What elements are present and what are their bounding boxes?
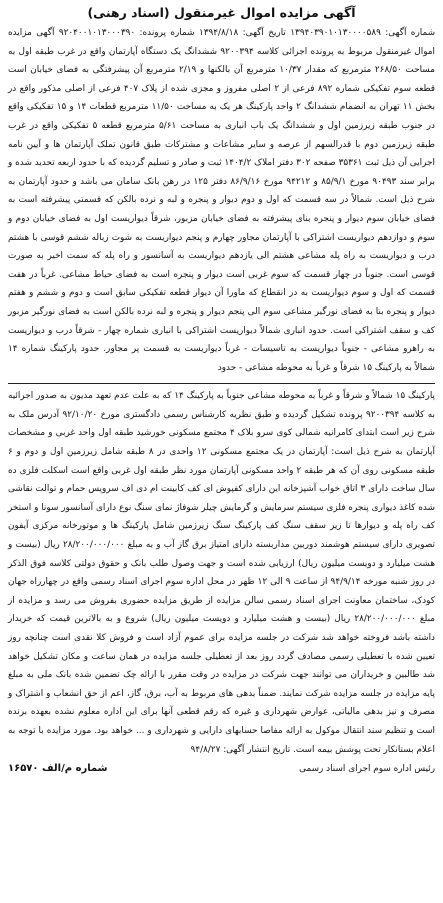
- signature-line: رئیس اداره سوم اجرای اسناد رسمی: [299, 764, 435, 775]
- notice-title: آگهی مزایده اموال غیرمنقول (اسناد رهنی): [87, 5, 356, 20]
- notice-paragraph-2: پارکینگ ۱۵ شمالاً و شرقاً و غرباً به محوطه مشاعی جنوباً به پارکینگ ۱۴ که به علت عدم تعهد مدیون به صدور اجرائیه به کلاسه ۹۲۰۰۳۹۴ پرونده تشکیل گردیده و طبق نظریه کارشناس رسمی دادگستری مورخ ۹۲/۱۰/۲۰ آدرس ملک به شرح زیر است ابتدای کامرانیه شمالی کوی سرو بلاک ۴ مجتمع مسکونی خورشید طبقه اول واحد غربی و مشخصات آپارتمان به شرح ذیل است: آپارتمان در یک مجتمع مسکونی ۱۲ واحدی در ۸ طبقه شامل زیرزمین اول و دوم و ۶ طبقه مسکونی روی آن که هر طبقه ۲ واحد مسکونی آپارتمان مورد نظر طبقه اول غربی واقع است اسکلت فلزی ده سال ساخت دارای ۳ اتاق خواب آشپزخانه این دارای کفپوش ای کف کابینت ام دی اف سرویس حمام و توالت نقاشی شده کاغذ دیواری پنجره فلزی سیستم سرمایش و گرمایش چیلر شوفاژ نمای سنگ نوع دارای آسانسور سونا و استخر کف راه پله و دیوارها تا زیر سقف سنگ کف پارکینگ سنگ زیرزمین شامل پارکینگ ها و موتورخانه مرکزی آیفون تصویری دارای سیستم هوشمند دوربین مداربسته دارای امتیاز برق گاز آب و به مبلغ ۲۸/۲۰۰/۰۰۰/۰۰۰ ریال (بیست و هشت میلیارد و دویست میلیون ریال) ارزیابی شده است و جهت وصول طلب بانک و حقوق دولتی کلاسه فوق الذکر در روز شنبه مورخه ۹۴/۹/۱۴ از ساعت ۹ الی ۱۲ ظهر در محل اداره سوم اجرای اسناد رسمی واقع در چهارراه جهان کودک، ساختمان معاونت اجرای اسناد رسمی سالن مزایده از طریق مزایده حضوری بفروش می رسد و مزایده از مبلغ ۲۸/۲۰۰/۰۰۰/۰۰۰ ریال (بیست و هشت میلیارد و دویست میلیون ریال) شروع و به بالاترین قیمت که خریدار داشته باشد فروخته خواهد شد شرکت در جلسه مزایده برای عموم آزاد است و فروش کلا نقدی است چنانچه روز تعیین شده با تعطیلی رسمی مصادف گردد روز بعد از تعطیلی جلسه مزایده در همان ساعت و مکان تشکیل خواهد شد طالبین و خریداران می توانند جهت شرکت در مزایده در وقت مقرر با ارائه چک تضمین شده بانک ملی به مبلغ پایه مزایده در جلسه مزایده شرکت نمایند. ضمناً بدهی های مربوط به آب، برق، گاز، اعم از حق انشعاب و اشتراک و مصرف و نیز بدهی مالیاتی، عوارض شهرداری و غیره که رقم قطعی آنها برای این اداره معلوم نشده بعهده برنده است و تنظیم سند انتقال موکول به ارائه مفاصا حسابهای دارایی و شهرداری و ... خواهد بود. مورد مزایده با توجه به اعلام بستانکار تحت پوشش بیمه است. تاریخ انتشار آگهی: ۹۴/۸/۲۷: [8, 391, 436, 755]
- notice-footer: [8, 761, 435, 777]
- section-divider: [8, 383, 435, 384]
- notice-paragraph-1: شماره آگهی: ۱۳۹۴۰۳۹۰۱۰۱۳۰۰۰۰۵۸۹ تاریخ آگهی: ۱۳۹۴/۸/۱۸ شماره پرونده: ۹۲۰۴۰۰۱۰۱۳۰۰۰۳۹۰ آگهی مزایده اموال غیرمنقول مربوط به پرونده اجرائی کلاسه ۹۲۰۰۳۹۴ ششدانگ یک دستگاه آپارتمان واقع در غرب طبقه اول به مساحت ۲۶۸/۵۰ مترمربع که مقدار ۱۰/۳۷ مترمربع آن بالکنها و ۲/۱۹ مترمربع آن پیشرفتگی به فضای خیابان است قطعه سوم تفکیکی شماره ۸۹۲ فرعی از ۲ اصلی مفروز و مجزی شده از پلاک ۴۰۷ فرعی از اصلی مذکور واقع در بخش ۱۱ تهران به انضمام ششدانگ ۲ واحد پارکینگ هر یک به مساحت ۱۱/۵۰ مترمربع قطعات ۱۴ و ۱۵ تفکیکی واقع در جنوب طبقه زیرزمین اول و ششدانگ یک باب انباری به مساحت ۵/۶۱ مترمربع قطعه ۵ تفکیکی واقع در غرب طبقه زیرزمین دوم با قدرالسهم از عرصه و سایر مشاعات و مشترکات طبق قانون تملک آپارتمان ها و آیین نامه اجرایی آن ذیل ثبت ۳۵۳۶۱ صفحه ۳۰۲ دفتر املاک ۱۴۰۴/۲ ثبت و صادر و تسلیم گردیده که با حدود اربعه تحدید شده و برابر سند ۹۰۴۹۳ مورخ ۸۵/۹/۱ و ۹۴۲۱۲ مورخ ۸۶/۹/۱۶ دفتر ۱۲۵ در رهن بانک سامان می باشد و حدود آپارتمان به شرح ذیل است. شمالاً در سه قسمت که اول و دوم دیوار و پنجره و لبه و نرده بالکن که قسمتی پیشرفته است به فضای خیابان سوم دیوار و پنجره بنای پیشرفته به فضای خیابان مزبور، شرقاً دیواریست اول به فضای خیابان دوم و سوم و دوازدهم دیواریست اشتراکی با آپارتمان مجاور چهارم و پنجم دیواریست به شوت زباله ششم قوسی با هشتم درب و دیواریست به راه پله مشاعی هشتم الی یازدهم دیواریست به آسانسور و راه پله که سمت اخیر به صورت قوسی است. جنوباً در چهار قسمت که سوم غربی است دیوار و پنجره است به فضای حیاط مشاعی. غرباً در هفت قسمت که اول و سوم دیواریست به در انقطاع که ماورا آن دیوار قطعه تفکیکی سابق است و دوم و ششم و هفتم دیوار و پنجره بنا به فضای نورگیر مشاعی سوم الی پنجم دیوار و پنجره و لبه نرده بالکن است به فضای نورگیر مزبور کف و سقف اشتراکی است. حدود انباری شمالاً دیواریست اشتراکی با انباری شماره چهار - شرقاً درب و دیواریست به راهرو مشاعی - جنوباً دیواریست به تاسیسات - غرباً دیواریست به قسمت پر مجاور. حدود پارکینگ شماره ۱۴ شمالاً به پارکینگ ۱۵ شرقاً و غرباً به محوطه مشاعی - حدود: [8, 28, 436, 373]
- reference-number: شماره م/الف ۱۶۵۷۰: [8, 763, 108, 775]
